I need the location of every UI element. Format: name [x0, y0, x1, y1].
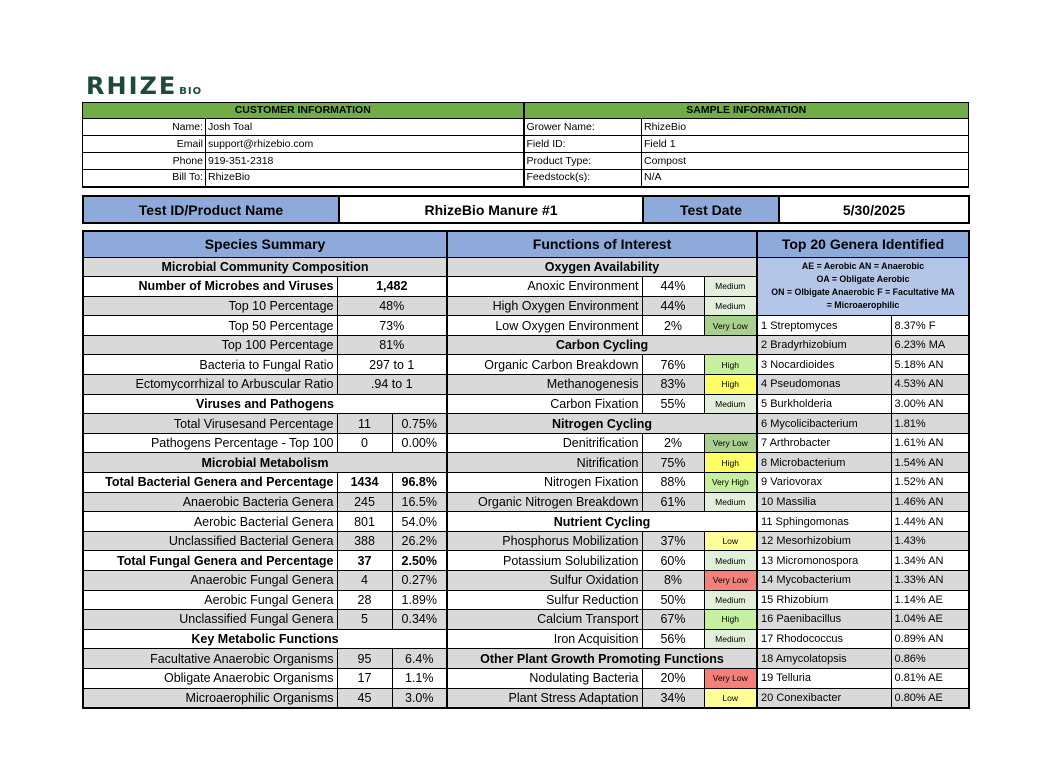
genus-rank: 2: [761, 339, 768, 352]
genus-name: [757, 688, 891, 708]
metric-count: 1434: [337, 473, 392, 493]
genus-name: [757, 571, 891, 591]
function-percent: 55%: [642, 394, 704, 414]
genus-abundance: 1.34% AN: [891, 551, 969, 571]
table-row: [83, 375, 969, 395]
function-percent: 50%: [642, 590, 704, 610]
legend-line: ON = Olbigate Anaerobic F = Facultative MA: [771, 287, 955, 298]
function-percent: 37%: [642, 531, 704, 551]
customer-label: Bill To:: [83, 170, 206, 187]
function-label: Nodulating Bacteria: [447, 668, 642, 688]
metric-label: Anaerobic Fungal Genera: [83, 571, 337, 591]
genus-name: [757, 610, 891, 630]
function-percent: 60%: [642, 551, 704, 571]
function-percent: 75%: [642, 453, 704, 473]
genus-label: Nocardioides: [770, 358, 835, 371]
table-row: [83, 571, 969, 591]
function-label: Organic Carbon Breakdown: [447, 355, 642, 375]
genus-label: Microbacterium: [770, 456, 846, 469]
customer-label: Name:: [83, 119, 206, 136]
table-row: [83, 355, 969, 375]
table-row: [83, 394, 969, 414]
metric-label: Microaerophilic Organisms: [83, 688, 337, 708]
metric-count: 0: [337, 433, 392, 453]
genus-abundance: 1.81%: [891, 414, 969, 434]
level-badge: Low: [704, 531, 757, 551]
info-table: [82, 102, 969, 188]
function-label: Nitrogen Fixation: [447, 473, 642, 493]
function-percent: 44%: [642, 277, 704, 297]
function-label: Sulfur Oxidation: [447, 571, 642, 591]
genus-label: Rhodococcus: [776, 633, 843, 646]
table-row: [83, 512, 969, 532]
genus-abundance: 1.33% AN: [891, 571, 969, 591]
table-row: [83, 257, 969, 277]
level-badge: Very Low: [704, 571, 757, 591]
metric-label: Unclassified Bacterial Genera: [83, 531, 337, 551]
metric-label: Total Fungal Genera and Percentage: [83, 551, 337, 571]
genus-label: Rhizobium: [776, 593, 829, 606]
function-percent: 34%: [642, 688, 704, 708]
table-row: [83, 688, 969, 708]
genus-name: [757, 375, 891, 395]
metric-percent: 1.1%: [392, 668, 447, 688]
function-percent: 61%: [642, 492, 704, 512]
genus-rank: 7: [761, 437, 768, 450]
genus-rank: 16: [761, 613, 774, 626]
metric-percent: 54.0%: [392, 512, 447, 532]
genus-label: Telluria: [776, 672, 811, 685]
table-row: [83, 590, 969, 610]
oxygen-legend: [757, 257, 969, 316]
metric-label: Ectomycorrhizal to Arbuscular Ratio: [83, 375, 337, 395]
level-badge: High: [704, 453, 757, 473]
genus-label: Arthrobacter: [769, 437, 831, 450]
function-percent: 8%: [642, 571, 704, 591]
sample-value: Compost: [642, 153, 969, 170]
level-badge: High: [704, 610, 757, 630]
genus-name: [757, 668, 891, 688]
sample-label: Product Type:: [524, 153, 642, 170]
metric-count: 17: [337, 668, 392, 688]
genus-abundance: 1.52% AN: [891, 473, 969, 493]
function-label: Organic Nitrogen Breakdown: [447, 492, 642, 512]
metric-label: Top 100 Percentage: [83, 335, 337, 355]
table-row: [83, 414, 969, 434]
genus-abundance: 1.44% AN: [891, 512, 969, 532]
genus-abundance: 4.53% AN: [891, 375, 969, 395]
sample-label: Feedstock(s):: [524, 170, 642, 187]
customer-value: support@rhizebio.com: [206, 136, 524, 153]
metric-label: Aerobic Fungal Genera: [83, 590, 337, 610]
function-percent: 2%: [642, 433, 704, 453]
table-row: [83, 473, 969, 493]
function-label: Anoxic Environment: [447, 277, 642, 297]
table-row: [83, 316, 969, 336]
metric-value: 1,482: [337, 277, 447, 297]
genus-rank: 17: [761, 633, 774, 646]
sample-label: Grower Name:: [524, 119, 642, 136]
genus-abundance: 1.04% AE: [891, 610, 969, 630]
metric-count: 37: [337, 551, 392, 571]
genus-abundance: 1.54% AN: [891, 453, 969, 473]
genus-label: Amycolatopsis: [775, 652, 847, 665]
test-id-value: RhizeBio Manure #1: [339, 196, 643, 223]
genus-label: Conexibacter: [776, 691, 842, 704]
level-badge: Very Low: [704, 668, 757, 688]
logo-subtext: BIO: [179, 86, 203, 97]
metric-label: Total Bacterial Genera and Percentage: [83, 473, 337, 493]
genus-rank: 6: [761, 417, 768, 430]
section-heading: Microbial Community Composition: [83, 257, 447, 277]
function-label: High Oxygen Environment: [447, 296, 642, 316]
genus-label: Massilia: [776, 495, 817, 508]
level-badge: High: [704, 355, 757, 375]
function-percent: 83%: [642, 375, 704, 395]
metric-label: Top 50 Percentage: [83, 316, 337, 336]
genus-rank: 5: [761, 397, 768, 410]
table-row: [83, 531, 969, 551]
genus-abundance: 0.89% AN: [891, 629, 969, 649]
metric-value: 297 to 1: [337, 355, 447, 375]
genus-rank: 11: [761, 515, 773, 528]
metric-count: 245: [337, 492, 392, 512]
function-label: Nitrification: [447, 453, 642, 473]
metric-percent: 26.2%: [392, 531, 447, 551]
sample-value: N/A: [642, 170, 969, 187]
function-label: Carbon Fixation: [447, 394, 642, 414]
genus-name: [757, 512, 891, 532]
table-row: [83, 492, 969, 512]
table-row: [83, 649, 969, 669]
table-row: [83, 551, 969, 571]
genus-label: Sphingomonas: [775, 515, 849, 528]
metric-count: 5: [337, 610, 392, 630]
section-heading: Other Plant Growth Promoting Functions: [447, 649, 757, 669]
genus-rank: 18: [761, 652, 774, 665]
genus-rank: 3: [761, 358, 768, 371]
section-heading: Key Metabolic Functions: [83, 629, 447, 649]
metric-value: 73%: [337, 316, 447, 336]
genus-abundance: 0.86%: [891, 649, 969, 669]
level-badge: Medium: [704, 277, 757, 297]
genus-name: [757, 590, 891, 610]
sample-value: RhizeBio: [642, 119, 969, 136]
metric-label: Unclassified Fungal Genera: [83, 610, 337, 630]
genus-rank: 10: [761, 495, 774, 508]
genus-name: [757, 394, 891, 414]
test-id-label: Test ID/Product Name: [83, 196, 339, 223]
genus-name: [757, 492, 891, 512]
level-badge: Medium: [704, 492, 757, 512]
functions-header: Functions of Interest: [447, 231, 757, 257]
genus-name: [757, 316, 891, 336]
function-percent: 44%: [642, 296, 704, 316]
function-percent: 88%: [642, 473, 704, 493]
level-badge: Medium: [704, 394, 757, 414]
genus-abundance: 1.14% AE: [891, 590, 969, 610]
function-label: Low Oxygen Environment: [447, 316, 642, 336]
genus-abundance: 3.00% AN: [891, 394, 969, 414]
customer-value: 919-351-2318: [206, 153, 524, 170]
function-percent: 56%: [642, 629, 704, 649]
genus-name: [757, 531, 891, 551]
metric-count: 388: [337, 531, 392, 551]
function-label: Phosphorus Mobilization: [447, 531, 642, 551]
metric-label: Facultative Anaerobic Organisms: [83, 649, 337, 669]
genus-abundance: 0.81% AE: [891, 668, 969, 688]
genus-rank: 1: [761, 319, 768, 332]
section-heading: Nitrogen Cycling: [447, 414, 757, 434]
level-badge: Very Low: [704, 316, 757, 336]
metric-percent: 6.4%: [392, 649, 447, 669]
function-label: Calcium Transport: [447, 610, 642, 630]
genus-name: [757, 629, 891, 649]
genus-name: [757, 551, 891, 571]
metric-percent: 0.00%: [392, 433, 447, 453]
genus-rank: 8: [761, 456, 768, 469]
metric-count: 4: [337, 571, 392, 591]
metric-percent: 1.89%: [392, 590, 447, 610]
customer-info-header: CUSTOMER INFORMATION: [83, 103, 524, 119]
genus-label: Variovorax: [770, 476, 822, 489]
function-label: Iron Acquisition: [447, 629, 642, 649]
table-row: [83, 668, 969, 688]
genus-name: [757, 649, 891, 669]
table-row: [83, 335, 969, 355]
metric-label: Top 10 Percentage: [83, 296, 337, 316]
function-percent: 2%: [642, 316, 704, 336]
section-heading: Nutrient Cycling: [447, 512, 757, 532]
metric-count: 801: [337, 512, 392, 532]
metric-label: Obligate Anaerobic Organisms: [83, 668, 337, 688]
genus-label: Mesorhizobium: [776, 535, 851, 548]
section-heading: Carbon Cycling: [447, 335, 757, 355]
metric-label: Pathogens Percentage - Top 100: [83, 433, 337, 453]
metric-value: .94 to 1: [337, 375, 447, 395]
sample-label: Field ID:: [524, 136, 642, 153]
genus-name: [757, 414, 891, 434]
function-label: Denitrification: [447, 433, 642, 453]
rhizebio-logo: [86, 70, 202, 98]
level-badge: Medium: [704, 551, 757, 571]
metric-label: Bacteria to Fungal Ratio: [83, 355, 337, 375]
sample-value: Field 1: [642, 136, 969, 153]
genus-name: [757, 433, 891, 453]
genus-rank: 19: [761, 672, 774, 685]
function-percent: 20%: [642, 668, 704, 688]
logo-wordmark: RHIZE: [86, 72, 178, 100]
function-percent: 67%: [642, 610, 704, 630]
genus-abundance: 1.43%: [891, 531, 969, 551]
metric-percent: 3.0%: [392, 688, 447, 708]
genus-abundance: 0.80% AE: [891, 688, 969, 708]
metric-percent: 0.34%: [392, 610, 447, 630]
test-id-bar: [82, 195, 970, 224]
metric-count: 95: [337, 649, 392, 669]
metric-label: Anaerobic Bacteria Genera: [83, 492, 337, 512]
genus-rank: 9: [761, 476, 768, 489]
function-label: Sulfur Reduction: [447, 590, 642, 610]
genus-abundance: 1.61% AN: [891, 433, 969, 453]
test-date-label: Test Date: [643, 196, 779, 223]
genus-rank: 4: [761, 378, 768, 391]
customer-label: Email: [83, 136, 206, 153]
metric-percent: 2.50%: [392, 551, 447, 571]
level-badge: Very High: [704, 473, 757, 493]
genus-rank: 13: [761, 554, 774, 567]
level-badge: Very Low: [704, 433, 757, 453]
metric-count: 11: [337, 414, 392, 434]
table-row: [83, 453, 969, 473]
genus-name: [757, 355, 891, 375]
genera-header: Top 20 Genera Identified: [757, 231, 969, 257]
genus-rank: 20: [761, 691, 774, 704]
genus-abundance: 1.46% AN: [891, 492, 969, 512]
metric-count: 28: [337, 590, 392, 610]
metric-value: 81%: [337, 335, 447, 355]
function-label: Potassium Solubilization: [447, 551, 642, 571]
sample-info-header: SAMPLE INFORMATION: [524, 103, 969, 119]
function-percent: 76%: [642, 355, 704, 375]
customer-value: Josh Toal: [206, 119, 524, 136]
metric-count: 45: [337, 688, 392, 708]
metric-percent: 0.27%: [392, 571, 447, 591]
section-heading: Oxygen Availability: [447, 257, 757, 277]
legend-line: OA = Obligate Aerobic: [816, 274, 910, 285]
species-summary-header: Species Summary: [83, 231, 447, 257]
genus-label: Pseudomonas: [770, 378, 841, 391]
level-badge: Medium: [704, 590, 757, 610]
genus-abundance: 6.23% MA: [891, 335, 969, 355]
genus-label: Micromonospora: [776, 554, 859, 567]
level-badge: Low: [704, 688, 757, 708]
metric-percent: 16.5%: [392, 492, 447, 512]
customer-value: RhizeBio: [206, 170, 524, 187]
genus-label: Streptomyces: [770, 319, 838, 332]
genus-label: Burkholderia: [770, 397, 832, 410]
legend-line: AE = Aerobic AN = Anaerobic: [801, 261, 925, 272]
level-badge: Medium: [704, 296, 757, 316]
table-row: [83, 610, 969, 630]
function-label: Plant Stress Adaptation: [447, 688, 642, 708]
genus-rank: 15: [761, 593, 774, 606]
metric-percent: 0.75%: [392, 414, 447, 434]
genus-name: [757, 473, 891, 493]
genus-abundance: 8.37% F: [891, 316, 969, 336]
section-heading: Viruses and Pathogens: [83, 394, 447, 414]
genus-abundance: 5.18% AN: [891, 355, 969, 375]
function-label: Methanogenesis: [447, 375, 642, 395]
genus-label: Mycolicibacterium: [770, 417, 858, 430]
level-badge: High: [704, 375, 757, 395]
metric-value: 48%: [337, 296, 447, 316]
customer-label: Phone: [83, 153, 206, 170]
section-heading: Microbial Metabolism: [83, 453, 447, 473]
metric-label: Aerobic Bacterial Genera: [83, 512, 337, 532]
genus-rank: 14: [761, 574, 774, 587]
table-row: [83, 433, 969, 453]
table-row: [83, 629, 969, 649]
genus-label: Mycobacterium: [776, 574, 851, 587]
metric-percent: 96.8%: [392, 473, 447, 493]
genus-name: [757, 453, 891, 473]
genus-label: Bradyrhizobium: [770, 339, 847, 352]
genus-name: [757, 335, 891, 355]
level-badge: Medium: [704, 629, 757, 649]
metric-label: Number of Microbes and Viruses: [83, 277, 337, 297]
test-date-value: 5/30/2025: [779, 196, 969, 223]
genus-label: Paenibacillus: [776, 613, 842, 626]
legend-line: = Microaerophilic: [826, 300, 900, 311]
results-table: [82, 230, 970, 709]
genus-rank: 12: [761, 535, 774, 548]
metric-label: Total Virusesand Percentage: [83, 414, 337, 434]
